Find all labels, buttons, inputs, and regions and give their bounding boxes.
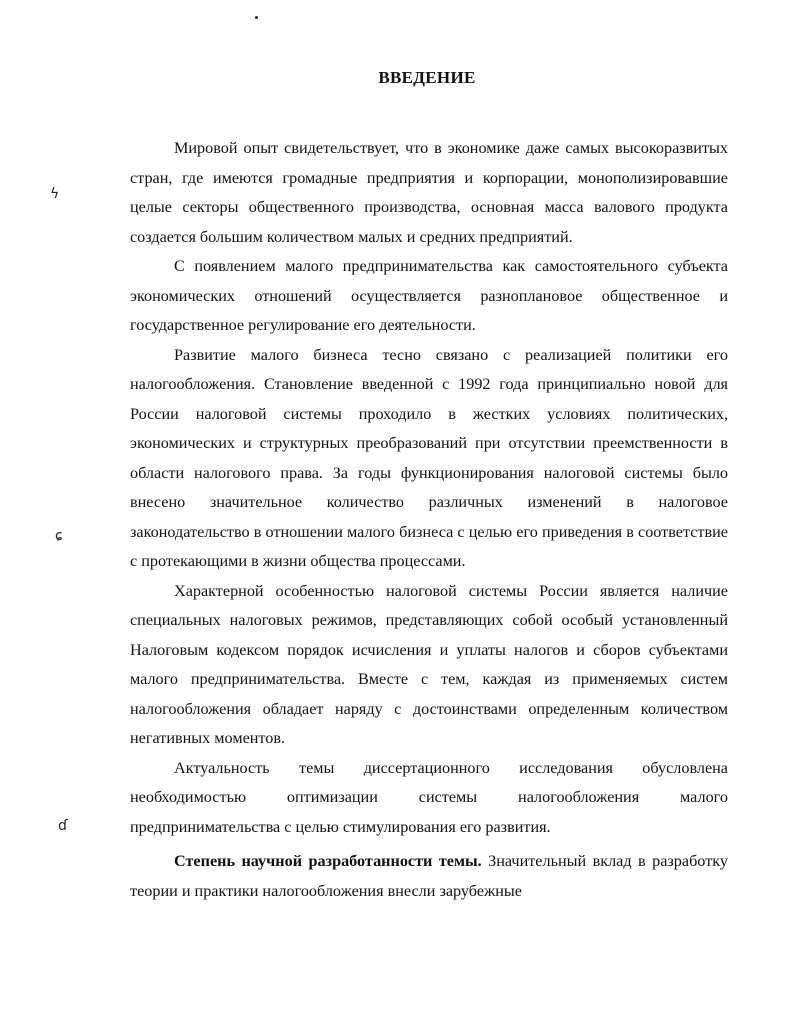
paragraph-6	[130, 847, 728, 906]
scan-speck	[255, 16, 258, 19]
paragraph-3: Развитие малого бизнеса тесно связано с реализацией политики его налогообложения. Становление введенной с 1992 года принципиально новой для России налоговой системы проходило в жестких условиях политических, экономических и структурных преобразований при отсутствии преемственности в области налогового права. За годы функционирования налоговой системы было внесено значительное количество различных изменений в налоговое законодательство в отношении малого бизнеса с целью его приведения в соответствие с протекающими в жизни общества процессами.	[130, 345, 728, 570]
section-lead: Степень научной разработанности темы.	[174, 852, 482, 870]
paragraph-1: Мировой опыт свидетельствует, что в экономике даже самых высокоразвитых стран, где имеются громадные предприятия и корпорации, монополизировавшие целые секторы общественного производства, основная масса валового продукта создается большим количеством малых и средних предприятий.	[130, 139, 728, 246]
paragraph-6-text: Значительный вклад в разработку теории и практики налогообложения внесли зарубежные	[130, 852, 728, 900]
page-title: ВВЕДЕНИЕ	[378, 68, 476, 87]
paragraph-5: Актуальность темы диссертационного исследования обусловлена необходимостью оптимизации системы налогообложения малого предпринимательства с целью стимулирования его развития.	[130, 758, 728, 836]
margin-mark-3: ɗ	[58, 818, 68, 834]
paragraph-4: Характерной особенностью налоговой системы России является наличие специальных налоговых режимов, представляющих собой особый установленный Налоговым кодексом порядок исчисления и уплаты налогов и сборов субъектами малого предпринимательства. Вместе с тем, каждая из применяемых систем налогообложения обладает наряду с достоинствами определенным количеством негативных моментов.	[130, 581, 728, 747]
margin-mark-2: ɕ	[55, 528, 63, 544]
body-text	[130, 134, 728, 906]
paragraph-2: С появлением малого предпринимательства как самостоятельного субъекта экономических отношений осуществляется разноплановое общественное и государственное регулирование его деятельности.	[130, 257, 728, 334]
margin-mark-1: ϟ	[50, 186, 60, 202]
